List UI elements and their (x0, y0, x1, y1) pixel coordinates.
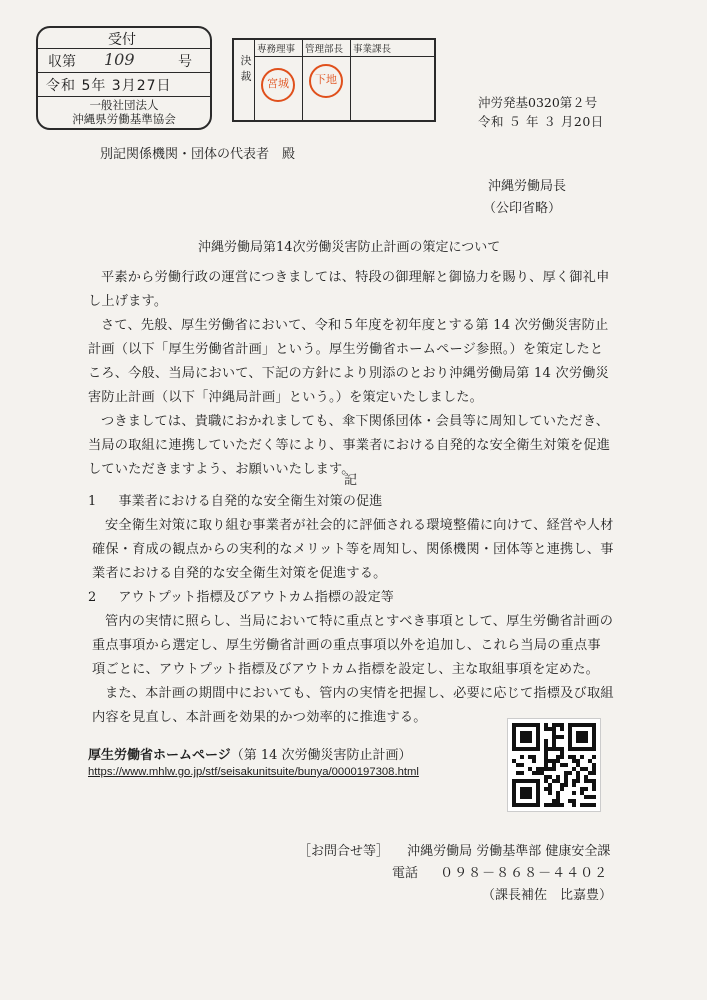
section-2-heading (88, 586, 614, 610)
subject: 沖縄労働局第14次労働災害防止計画の策定について (198, 240, 501, 255)
contact-label: ［お問合せ等］ (298, 844, 390, 859)
qr-code-graphic (508, 719, 600, 811)
stamp-number-value: 109 (104, 50, 135, 69)
section-1-number: 1 (88, 494, 97, 509)
contact-line (298, 840, 610, 859)
seal-2: 下地 (309, 64, 343, 98)
homepage-label-note: （第 14 次労働災害防止計画） (230, 748, 412, 763)
section-2-number: 2 (88, 590, 97, 605)
doc-number: 沖労発基0320第２号 (478, 95, 598, 110)
contact-person: （課長補佐 比嘉豊） (482, 888, 613, 903)
stamp-org-line1: 一般社団法人 (89, 98, 159, 112)
sender-seal-note: （公印省略） (483, 201, 562, 216)
doc-date: 令和 ５ 年 ３ 月20日 (478, 114, 604, 129)
stamp-title: 受付 (108, 32, 136, 48)
paragraph-1: 平素から労働行政の運営につきましては、特段の御理解と御協力を賜り、厚く御礼申し上げます。 (88, 270, 610, 309)
contact-tel: ０９８－８６８－４４０２ (440, 866, 609, 881)
received-stamp (36, 26, 212, 130)
sections (88, 490, 614, 730)
stamp-org (38, 98, 210, 126)
homepage-label: 厚生労働省ホームページ (88, 748, 231, 763)
stamp-number-row (38, 48, 210, 73)
section-1-title: 事業者における自発的な安全衛生対策の促進 (118, 494, 383, 509)
approval-role-3: 事業課長 (353, 44, 392, 55)
sender: 沖縄労働局長 (488, 179, 567, 194)
homepage-url[interactable]: https://www.mhlw.go.jp/stf/seisakunitsuite/bunya/0000197308.html (88, 766, 419, 778)
section-2-title: アウトプット指標及びアウトカム指標の設定等 (118, 590, 394, 605)
stamp-date-row (38, 72, 210, 97)
ki-heading: 記 (344, 473, 358, 488)
qr-code (507, 718, 601, 812)
section-2-body-1: 管内の実情に照らし、当局において特に重点とすべき事項として、厚生労働省計画の重点事項から選定し、厚生労働省計画の重点事項以外を追加し、これら当局の重点事項ごとに、アウトプット指標及びアウトカム指標を設定し、主な取組事項を定めた。 (92, 614, 614, 677)
stamp-org-line2: 沖縄県労働基準協会 (72, 112, 176, 126)
approval-role-2: 管理部長 (305, 44, 344, 55)
approval-box (232, 38, 436, 122)
section-1-body: 安全衛生対策に取り組む事業者が社会的に評価される環境整備に向けて、経営や人材確保・育成の観点からの実利的なメリット等を周知し、関係機関・団体等と連携し、事業者における自発的な安全衛生対策を促進する。 (92, 518, 614, 581)
section-2-body-2: また、本計画の期間中においても、管内の実情を把握し、必要に応じて指標及び取組内容を見直し、本計画を効果的かつ効率的に推進する。 (92, 686, 614, 725)
paragraph-2: さて、先般、厚生労働省において、令和５年度を初年度とする第 14 次労働災害防止計画（以下「厚生労働省計画」という。厚生労働省ホームページ参照。）を策定したところ、今般、当局において、下記の方針により別添のとおり沖縄労働局第 14 次労働災害防止計画（以下「沖縄局計画」という。）を策定いたしました。 (88, 318, 610, 405)
paragraph-3: つきましては、貴職におかれましても、傘下関係団体・会員等に周知していただき、当局の取組に連携していただく等により、事業者における自発的な安全衛生対策を促進していただきますよう、お願いいたします。 (88, 414, 611, 477)
stamp-title-row (38, 28, 210, 49)
homepage-line (88, 744, 412, 763)
contact-tel-label: 電話 (392, 866, 419, 881)
approval-role-1: 専務理事 (257, 44, 296, 55)
contact-org: 沖縄労働局 労働基準部 健康安全課 (407, 844, 611, 859)
approval-vertical-label (234, 40, 255, 120)
addressee: 別記関係機関・団体の代表者 殿 (100, 147, 296, 162)
stamp-number-suffix: 号 (178, 54, 192, 70)
section-1 (88, 490, 614, 586)
stamp-date: 令和 5年 3月27日 (46, 78, 172, 94)
contact-tel-line (392, 862, 608, 881)
body-paragraphs (88, 266, 614, 482)
seal-1: 宮城 (261, 68, 295, 102)
stamp-number-label: 収第 (48, 54, 76, 70)
section-1-heading (88, 490, 614, 514)
approval-vertical-text: 決裁 (240, 54, 252, 83)
section-2 (88, 586, 614, 730)
